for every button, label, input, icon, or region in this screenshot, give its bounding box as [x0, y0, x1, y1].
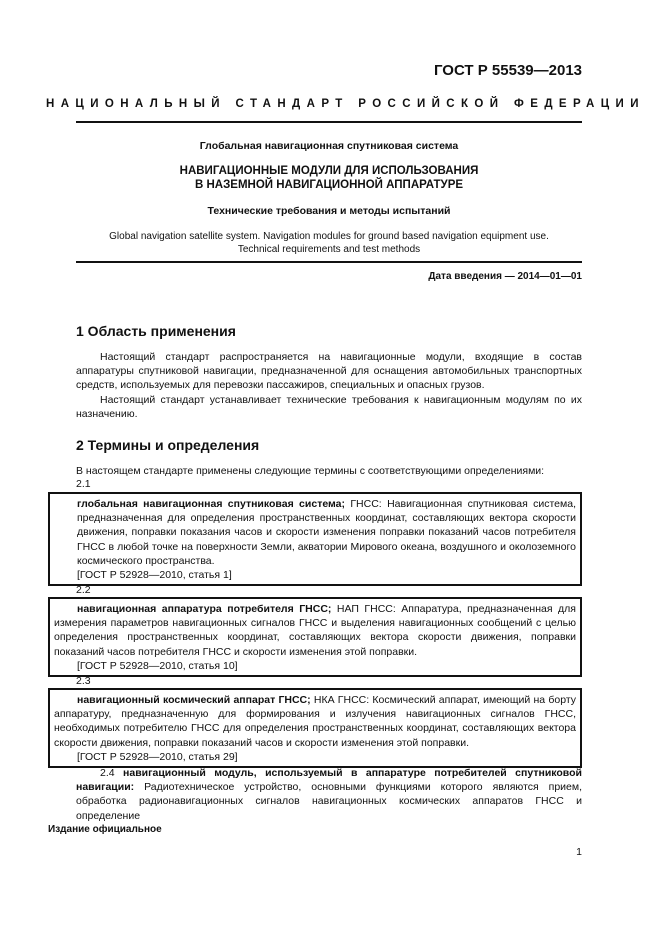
section-2-intro-text: В настоящем стандарте применены следующие термины с соответствующими определениями:: [76, 465, 545, 477]
section-1-body: [76, 350, 582, 421]
term-name: навигационный космический аппарат ГНСС;: [77, 694, 311, 706]
term-definition: [77, 497, 576, 568]
section-1-heading: 1 Область применения: [76, 323, 236, 339]
introduction-date: Дата введения — 2014—01—01: [428, 271, 582, 282]
term-text: НАП ГНСС: Аппаратура, предназначенная для измерения параметров навигационных сигналов ГНСС и выделения навигационных сообщений с целью определения пространственных координат, составляющих вектора скорости движения, поправки показаний часов потребителя ГНСС и скорости изменения этой поправки.: [54, 603, 576, 658]
term-box-2-3: [48, 688, 582, 768]
term-2-4: [76, 766, 582, 823]
term-definition: [76, 766, 582, 823]
title-line-2: В НАЗЕМНОЙ НАВИГАЦИОННОЙ АППАРАТУРЕ: [194, 179, 464, 191]
term-number: 2.2: [76, 584, 91, 596]
section-1-paragraph-1: Настоящий стандарт распространяется на навигационные модули, входящие в состав аппаратуры спутниковой навигации, предназначенной для оснащения автомобильных транспортных средств, используемых для перевозки пассажиров, специальных и опасных грузов.: [76, 351, 582, 392]
term-number: 2.3: [76, 675, 91, 687]
term-text: НКА ГНСС: Космический аппарат, имеющий на борту аппаратуру, предназначенную для формирования и излучения навигационных сигналов ГНСС, необходимых потребителю ГНСС для определения пространственных координат, составляющих вектора скорости движения, поправки показаний часов и скорости изменения этой поправки.: [54, 694, 576, 749]
page-number: 1: [576, 846, 582, 858]
term-name: глобальная навигационная спутниковая система;: [77, 498, 346, 510]
title-line-1: НАВИГАЦИОННЫЕ МОДУЛИ ДЛЯ ИСПОЛЬЗОВАНИЯ: [179, 165, 479, 177]
term-box-2-2: [48, 597, 582, 677]
term-name: навигационная аппаратура потребителя ГНСС;: [77, 603, 332, 615]
system-name: Глобальная навигационная спутниковая система: [199, 140, 459, 152]
english-title: [76, 231, 582, 256]
official-edition-label: Издание официальное: [48, 824, 162, 835]
term-definition: [54, 693, 576, 750]
section-2-heading: 2 Термины и определения: [76, 437, 260, 453]
national-standard-heading: НАЦИОНАЛЬНЫЙ СТАНДАРТ РОССИЙСКОЙ ФЕДЕРАЦИИ: [46, 98, 645, 110]
term-text: Радиотехническое устройство, основными функциями которого являются прием, обработка радионавигационных сигналов навигационных космических аппаратов ГНСС и определение: [76, 781, 582, 822]
term-name: навигационный модуль, используемый в аппаратуре потребителей спутниковой навигации:: [76, 767, 582, 794]
term-definition: [54, 602, 576, 659]
section-1-paragraph-2: Настоящий стандарт устанавливает технические требования к навигационным модулям по их назначению.: [76, 393, 582, 420]
document-subtitle: Технические требования и методы испытаний: [207, 205, 451, 217]
term-reference: [ГОСТ Р 52928—2010, статья 29]: [77, 750, 238, 763]
term-number: 2.4: [100, 767, 115, 779]
title-bottom-rule: [76, 261, 582, 263]
top-rule: [76, 121, 582, 123]
document-title: [76, 164, 582, 192]
term-reference: [ГОСТ Р 52928—2010, статья 1]: [77, 569, 232, 582]
english-title-line-1: Global navigation satellite system. Navigation modules for ground based navigation equipment use.: [109, 231, 549, 242]
term-text: ГНСС: Навигационная спутниковая система, предназначенная для определения пространственных координат, составляющих вектора скорости движения, поправки показания часов и скорости изменения поправки показаний часов потребителя ГНСС в любой точке на поверхности Земли, акватории Мирового океана, воздушного и околоземного космического пространства.: [77, 498, 576, 567]
standard-designation: ГОСТ Р 55539—2013: [433, 62, 582, 79]
term-number: 2.1: [76, 478, 91, 490]
english-title-line-2: Technical requirements and test methods: [237, 243, 421, 255]
section-2-intro: [76, 464, 582, 478]
term-box-2-1: [48, 492, 582, 586]
term-reference: [ГОСТ Р 52928—2010, статья 10]: [77, 659, 238, 672]
